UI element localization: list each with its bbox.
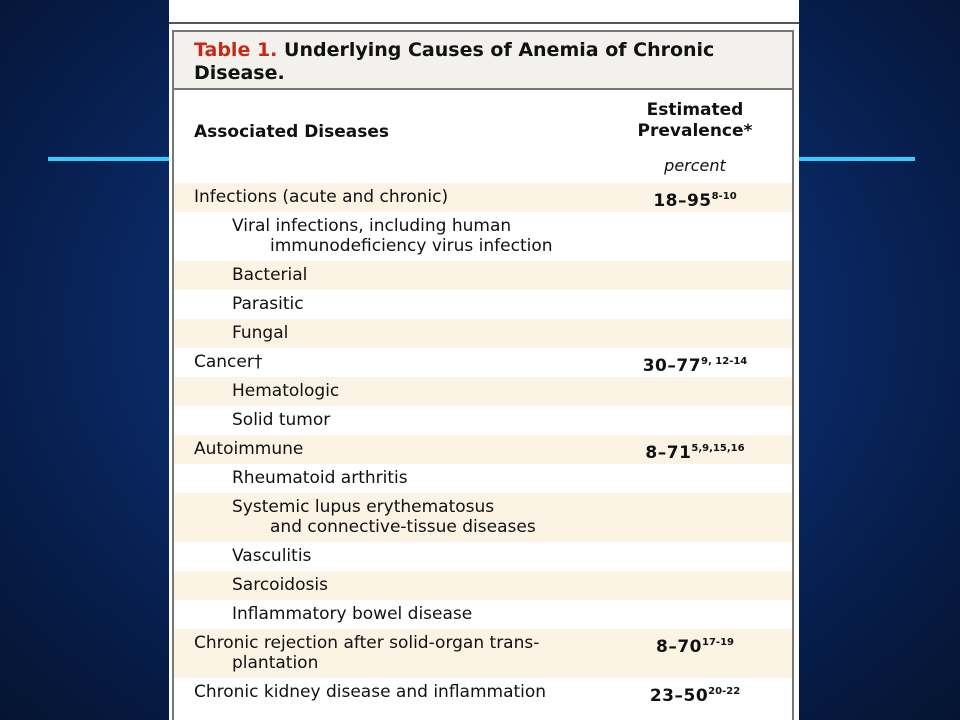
table-caption xyxy=(174,32,792,90)
disease-name: Vasculitis xyxy=(232,546,312,566)
table-frame xyxy=(172,30,794,720)
table-image xyxy=(169,0,799,720)
disease-name: Sarcoidosis xyxy=(232,575,328,595)
reference-superscript: 9, 12-14 xyxy=(701,356,748,367)
table-body xyxy=(174,183,792,711)
disease-name: Hematologic xyxy=(232,381,340,401)
column-header-prevalence xyxy=(620,100,770,142)
disease-name: Inflammatory bowel disease xyxy=(232,604,473,624)
prevalence-value: 8–70$^{17-19}$ xyxy=(656,637,734,657)
prevalence-value: 18–95$^{8-10}$ xyxy=(653,191,737,211)
column-header-prevalence-line2: Prevalence* xyxy=(637,121,753,141)
disease-name: Chronic rejection after solid-organ trans- plantation xyxy=(194,633,540,673)
disease-name: Bacterial xyxy=(232,265,308,285)
table-number: Table 1. xyxy=(194,39,278,61)
table-title: Underlying Causes of Anemia of Chronic Disease. xyxy=(194,39,715,84)
reference-superscript: 8-10 xyxy=(711,191,737,202)
disease-name: Solid tumor xyxy=(232,410,331,430)
disease-name: Viral infections, including human immunodeficiency virus infection xyxy=(232,216,553,256)
table-row xyxy=(174,261,792,290)
reference-superscript: 20-22 xyxy=(708,686,741,697)
column-header-diseases: Associated Diseases xyxy=(194,122,390,142)
column-header-prevalence-line1: Estimated xyxy=(646,100,744,120)
reference-superscript: 5,9,15,16 xyxy=(691,443,745,454)
table-row xyxy=(174,542,792,571)
table-row xyxy=(174,319,792,348)
table-row xyxy=(174,290,792,319)
table-row xyxy=(174,629,792,678)
prevalence-value: 30–77$^{9, 12-14}$ xyxy=(642,356,748,376)
table-row xyxy=(174,377,792,406)
prevalence-value: 23–50$^{20-22}$ xyxy=(649,686,741,706)
table-row xyxy=(174,183,792,212)
disease-name: Rheumatoid arthritis xyxy=(232,468,408,488)
top-rule xyxy=(169,22,799,24)
disease-name: Cancer† xyxy=(194,352,263,372)
table-row xyxy=(174,600,792,629)
table-row xyxy=(174,464,792,493)
disease-name: Parasitic xyxy=(232,294,304,314)
table-row xyxy=(174,678,792,711)
table-row xyxy=(174,348,792,377)
disease-name: Systemic lupus erythematosus and connective-tissue diseases xyxy=(232,497,536,537)
disease-name: Chronic kidney disease and inflammation xyxy=(194,682,547,702)
table-row xyxy=(174,406,792,435)
prevalence-value: 8–71$^{5,9,15,16}$ xyxy=(645,443,745,463)
disease-name: Infections (acute and chronic) xyxy=(194,187,449,207)
column-unit: percent xyxy=(664,156,726,175)
table-row xyxy=(174,212,792,261)
table-row xyxy=(174,571,792,600)
table-row xyxy=(174,435,792,464)
reference-superscript: 17-19 xyxy=(702,637,734,648)
table-row xyxy=(174,493,792,542)
disease-name: Autoimmune xyxy=(194,439,304,459)
disease-name: Fungal xyxy=(232,323,289,343)
